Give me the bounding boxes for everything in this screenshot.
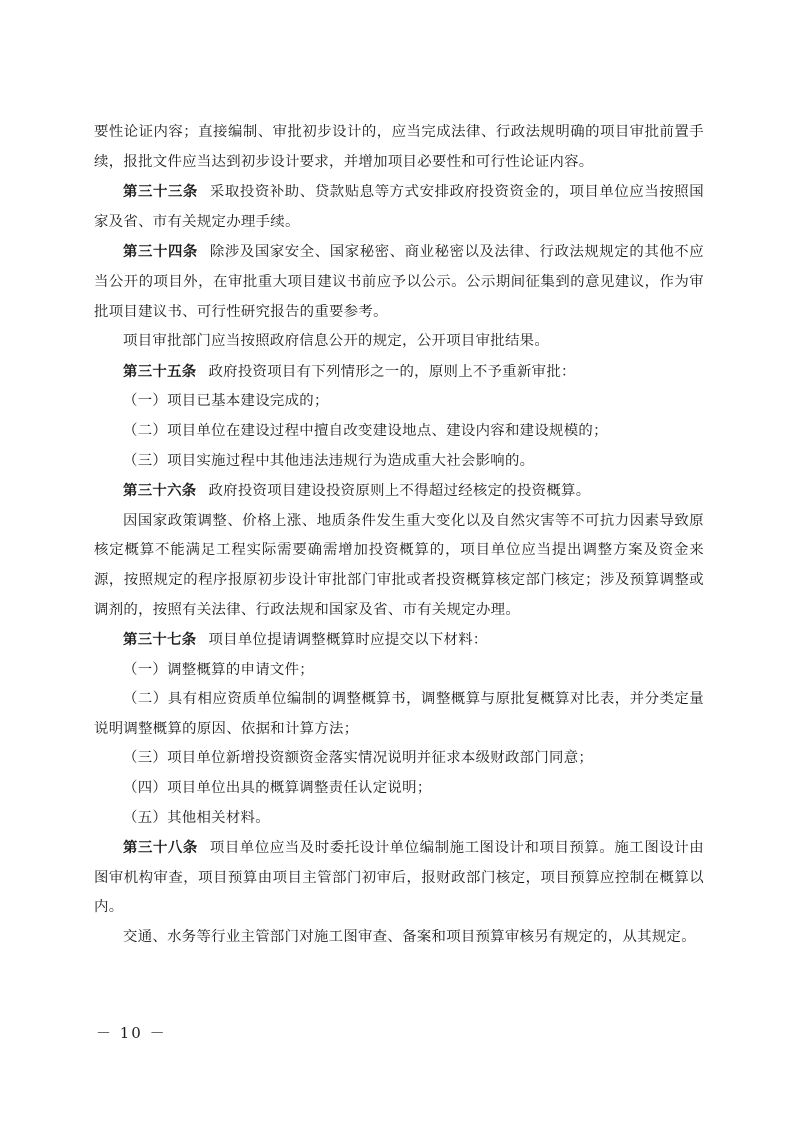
article-number: 第三十五条 [123, 362, 197, 380]
body-paragraph [94, 685, 704, 744]
paragraph-text: （四）项目单位出具的概算调整责任认定说明； [123, 780, 432, 797]
article-paragraph [94, 237, 704, 327]
paragraph-text: （三）项目单位新增投资额资金落实情况说明并征求本级财政部门同意； [123, 750, 594, 767]
paragraph-text: 项目单位应当及时委托设计单位编制施工图设计和项目预算。施工图设计由图审机构审查，项目预算由项目主管部门初审后，报财政部门核定，项目预算应控制在概算以内。 [94, 840, 704, 916]
article-paragraph [94, 357, 704, 388]
article-paragraph [94, 476, 704, 507]
paragraph-text: 政府投资项目建设投资原则上不得超过经核定的投资概算。 [208, 483, 591, 500]
paragraph-text: （五）其他相关材料。 [123, 809, 270, 826]
paragraph-text: （二）具有相应资质单位编制的调整概算书，调整概算与原批复概算对比表，并分类定量说明调整概算的原因、依据和计算方法； [94, 691, 704, 737]
body-paragraph [94, 118, 704, 177]
paragraph-text: 政府投资项目有下列情形之一的，原则上不予重新审批： [208, 363, 576, 380]
paragraph-text: 项目审批部门应当按照政府信息公开的规定，公开项目审批结果。 [123, 333, 550, 350]
paragraph-text: （一）项目已基本建设完成的； [123, 393, 329, 410]
article-number: 第三十三条 [123, 183, 198, 201]
paragraph-text: 项目单位提请调整概算时应提交以下材料： [208, 632, 488, 649]
paragraph-text: （二）项目单位在建设过程中擅自改变建设地点、建设内容和建设规模的； [123, 422, 608, 439]
body-paragraph [94, 417, 704, 447]
paragraph-text: （三）项目实施过程中其他违法违规行为造成重大社会影响的。 [123, 452, 535, 469]
body-paragraph [94, 327, 704, 357]
body-paragraph [94, 387, 704, 417]
body-paragraph [94, 447, 704, 477]
article-paragraph [94, 833, 704, 923]
body-paragraph [94, 774, 704, 804]
paragraph-text: 要性论证内容；直接编制、审批初步设计的，应当完成法律、行政法规明确的项目审批前置手续，报批文件应当达到初步设计要求，并增加项目必要性和可行性论证内容。 [94, 124, 704, 170]
paragraph-text: 因国家政策调整、价格上涨、地质条件发生重大变化以及自然灾害等不可抗力因素导致原核定概算不能满足工程实际需要确需增加投资概算的，项目单位应当提出调整方案及资金来源，按照规定的程序报原初步设计审批部门审批或者投资概算核定部门核定；涉及预算调整或调剂的，按照有关法律、行政法规和国家及省、市有关规定办理。 [94, 512, 704, 618]
article-number: 第三十四条 [123, 243, 198, 261]
document-body [94, 118, 704, 953]
body-paragraph [94, 804, 704, 834]
body-paragraph [94, 744, 704, 774]
body-paragraph [94, 923, 704, 953]
paragraph-text: 除涉及国家安全、国家秘密、商业秘密以及法律、行政法规规定的其他不应当公开的项目外，在审批重大项目建议书前应予以公示。公示期间征集到的意见建议，作为审批项目建议书、可行性研究报告的重要参考。 [94, 244, 704, 320]
article-number: 第三十八条 [123, 839, 198, 857]
body-paragraph [94, 507, 704, 625]
page-number: － 10 － [96, 1024, 167, 1042]
paragraph-text: 交通、水务等行业主管部门对施工图审查、备案和项目预算审核另有规定的，从其规定。 [123, 929, 696, 946]
article-number: 第三十六条 [123, 482, 197, 500]
article-paragraph [94, 625, 704, 656]
article-number: 第三十七条 [123, 631, 197, 649]
body-paragraph [94, 656, 704, 686]
paragraph-text: 采取投资补助、贷款贴息等方式安排政府投资资金的，项目单位应当按照国家及省、市有关规定办理手续。 [94, 184, 704, 230]
article-paragraph [94, 177, 704, 237]
paragraph-text: （一）调整概算的申请文件； [123, 661, 314, 678]
